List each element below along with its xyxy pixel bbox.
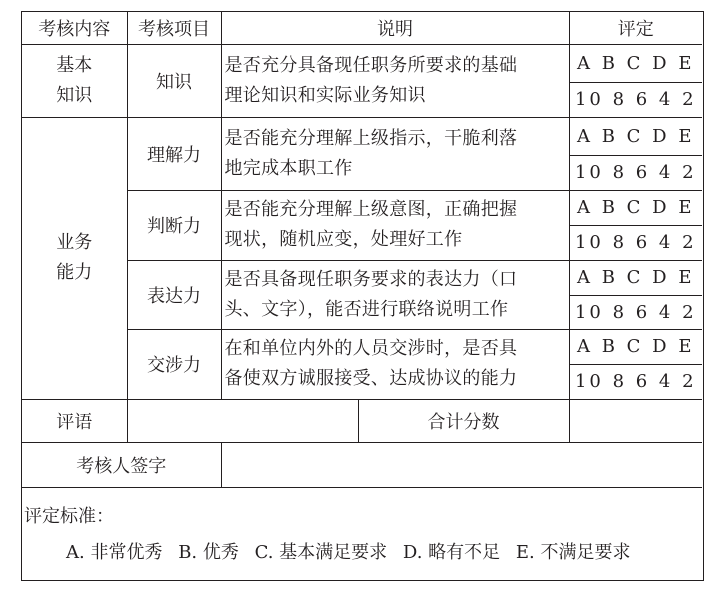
criteria-heading: 评定标准：: [24, 506, 114, 527]
grade-letters[interactable]: A B C D E: [569, 329, 702, 364]
grade-letters[interactable]: A B C D E: [569, 44, 702, 82]
category-business-ability: [22, 117, 127, 399]
criteria-level-c: C. 基本满足要求: [254, 542, 388, 563]
comment-label: 评语: [22, 399, 127, 442]
description-line: 地完成本职工作: [224, 157, 353, 179]
description-comprehension: [221, 117, 569, 190]
grade-letters[interactable]: A B C D E: [569, 190, 702, 225]
criteria-level-e: E. 不满足要求: [515, 542, 631, 563]
description-line: 是否能充分理解上级意图，正确把握: [224, 199, 518, 220]
grade-scores[interactable]: 10 8 6 4 2: [569, 225, 702, 260]
description-line: 在和单位内外的人员交涉时，是否具: [224, 338, 518, 359]
signer-field[interactable]: [221, 442, 702, 487]
signer-row: [22, 442, 702, 487]
grade-scores[interactable]: 10 8 6 4 2: [569, 364, 702, 399]
header-item: 考核项目: [127, 12, 221, 44]
category-basic-knowledge: [22, 44, 127, 117]
grade-scores[interactable]: 10 8 6 4 2: [569, 155, 702, 190]
description-line: 头、文字），能否进行联络说明工作: [224, 298, 509, 320]
signer-label: 考核人签字: [22, 442, 221, 487]
total-score-field[interactable]: [569, 399, 702, 442]
category-label-line2: 能力: [56, 262, 93, 283]
description-judgment: [221, 190, 569, 260]
grade-letters[interactable]: A B C D E: [569, 117, 702, 155]
header-rating: 评定: [569, 12, 702, 44]
description-line: 是否充分具备现任职务所要求的基础: [224, 54, 518, 76]
item-comprehension: 理解力: [127, 117, 221, 190]
grade-scores[interactable]: 10 8 6 4 2: [569, 82, 702, 117]
description-line: 是否能充分理解上级指示，干脆利落: [224, 127, 518, 149]
header-row: [22, 12, 702, 44]
basic-knowledge-row: [22, 44, 702, 82]
item-judgment: 判断力: [127, 190, 221, 260]
comment-row: [22, 399, 702, 442]
grade-letters[interactable]: A B C D E: [569, 260, 702, 295]
description-expression: [221, 260, 569, 329]
item-knowledge: 知识: [127, 44, 221, 117]
description-knowledge: [221, 44, 569, 117]
total-score-label: 合计分数: [358, 399, 569, 442]
grade-scores[interactable]: 10 8 6 4 2: [569, 295, 702, 329]
criteria-level-b: B. 优秀: [178, 542, 239, 563]
evaluation-form: [21, 11, 704, 581]
item-expression: 表达力: [127, 260, 221, 329]
category-label-line1: 业务: [56, 232, 93, 253]
criteria-levels: [66, 538, 640, 564]
comment-field[interactable]: [127, 399, 358, 442]
category-label-line2: 知识: [56, 84, 93, 106]
category-label-line1: 基本: [56, 54, 93, 76]
description-negotiation: [221, 329, 569, 399]
item-negotiation: 交涉力: [127, 329, 221, 399]
header-description: 说明: [221, 12, 569, 44]
description-line: 备使双方诚服接受、达成协议的能力: [224, 368, 518, 389]
comprehension-row: [22, 117, 702, 155]
evaluation-table: [22, 12, 702, 488]
description-line: 理论知识和实际业务知识: [224, 84, 426, 106]
criteria-level-d: D. 略有不足: [402, 542, 501, 563]
criteria-level-a: A. 非常优秀: [66, 542, 163, 563]
description-line: 现状，随机应变，处理好工作: [224, 229, 463, 250]
header-content: 考核内容: [22, 12, 127, 44]
description-line: 是否具备现任职务要求的表达力（口: [224, 268, 518, 290]
